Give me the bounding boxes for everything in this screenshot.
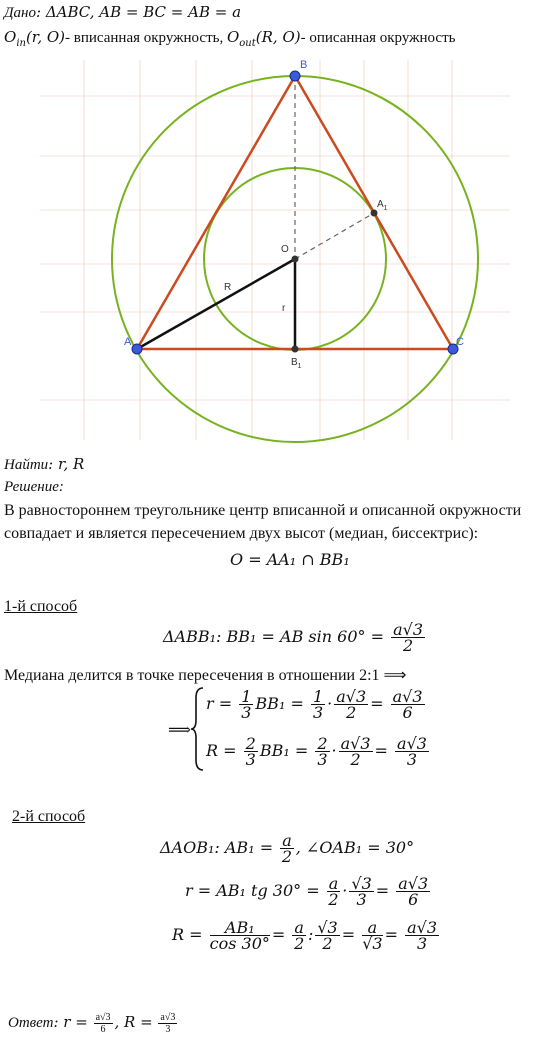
- given-label: Дано: [4, 5, 36, 21]
- geometry-figure: [0, 50, 550, 448]
- answer-r-fraction: $\frac{a√3}{6}$: [95, 1012, 111, 1035]
- incircle-symbol: O: [4, 28, 17, 46]
- altitude-oa1: [295, 213, 374, 259]
- point-a: [132, 344, 142, 354]
- circumcircle-sub: out: [239, 38, 256, 49]
- point-a1: [371, 210, 378, 217]
- method2-eq3: R = $\frac{\text{AB₁}}{\cos 30^\circ}$ = $\frac{a}{2}$ : $\frac{√3}{2}$ = $\frac{a}{√3}$ = $\frac{a√3}{3}$: [172, 918, 437, 953]
- answer-line: Ответ: r = $\frac{a√3}{6}$ , R = $\frac{a√3}{3}$: [8, 1012, 176, 1035]
- answer-label: Ответ: [8, 1014, 54, 1031]
- label-a1: $A_1$: [377, 199, 388, 212]
- find-expression: : r, R: [48, 455, 85, 473]
- label-b1: $B_1$: [291, 357, 302, 370]
- point-b1: [292, 346, 299, 353]
- label-big-r: R: [224, 282, 232, 293]
- method1-eq1: [163, 622, 427, 653]
- point-o: [292, 256, 299, 263]
- label-small-r: r: [282, 303, 286, 314]
- given-expression: : ΔABC, AB = BC = AB = a: [36, 3, 242, 21]
- label-b: B: [300, 59, 308, 71]
- method1-r-equation: r = $\frac{1}{3}$ BB₁ = $\frac{1}{3}$ · $\frac{a√3}{2}$ = $\frac{a√3}{6}$: [206, 687, 423, 722]
- method1-eq1-left: ΔABB₁: BB₁ = AB sin 60° =: [163, 627, 384, 646]
- label-a: A: [124, 336, 132, 348]
- label-o: O: [281, 244, 289, 255]
- point-b: [290, 71, 300, 81]
- solution-label: Решение:: [4, 479, 64, 495]
- circumcircle-args: (R, O): [255, 28, 301, 46]
- method2-eq2: r = AB₁ tg 30° = $\frac{a}{2}$ · $\frac{√3}{3}$ = $\frac{a√3}{6}$: [185, 874, 429, 909]
- find-line: [4, 455, 84, 474]
- answer-R-fraction: $\frac{a√3}{3}$: [160, 1012, 176, 1035]
- incircle-args: (r, O): [25, 28, 66, 46]
- circumcircle-symbol: O: [226, 28, 240, 46]
- grid: [40, 60, 510, 440]
- solution-text-1: В равностороннем треугольнике центр вписанной и описанной окружности: [4, 502, 522, 519]
- solution-text-2: совпадает и является пересечением двух высот (медиан, биссектрис):: [4, 525, 479, 542]
- incircle-sub: in: [16, 38, 26, 49]
- incircle-text: - вписанная окружность,: [65, 30, 227, 46]
- method1-title: 1-й способ: [4, 598, 78, 615]
- system-brace: [190, 686, 206, 772]
- implies-arrow: ⟹: [168, 720, 191, 739]
- method1-R-equation: R = $\frac{2}{3}$ BB₁ = $\frac{2}{3}$ · $\frac{a√3}{2}$ = $\frac{a√3}{3}$: [206, 734, 427, 769]
- method2-eq1: ΔAOB₁: AB₁ = $\frac{a}{2}$ , ∠OAB₁ = 30°: [160, 831, 415, 866]
- circles-line: [4, 28, 455, 49]
- intersection-formula: O = AA₁ ∩ BB₁: [230, 550, 350, 569]
- label-c: C: [456, 336, 464, 348]
- find-label: Найти: [4, 457, 49, 473]
- given-line: [4, 3, 241, 22]
- method1-eq1-fraction: $\frac{a√3}{2}$: [393, 620, 424, 655]
- circumcircle-text: - описанная окружность: [300, 30, 456, 46]
- radius-big-R: [137, 259, 295, 349]
- median-ratio-text: Медиана делится в точке пересечения в отношении 2:1 ⟹: [4, 667, 407, 684]
- method2-title: 2-й способ: [12, 808, 86, 825]
